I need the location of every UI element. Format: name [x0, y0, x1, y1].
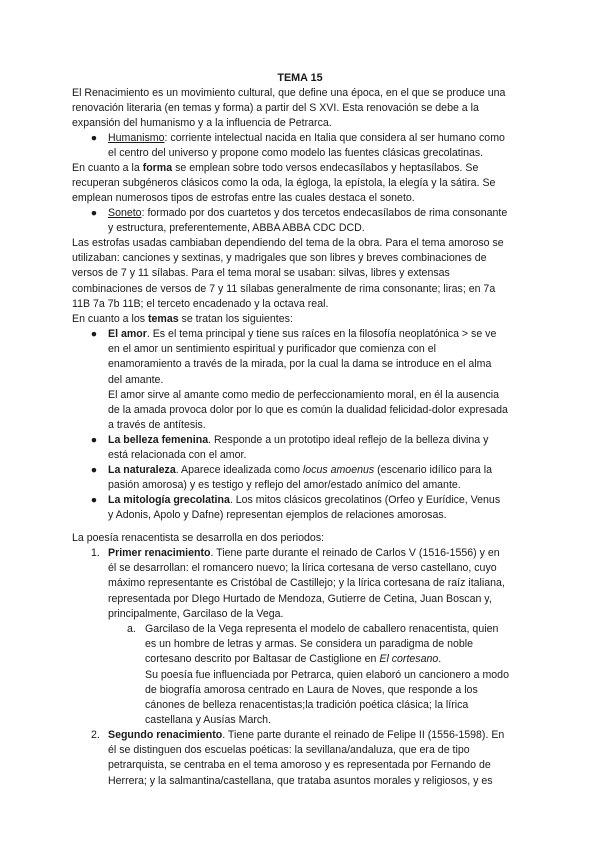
belleza-term: La belleza femenina	[108, 434, 209, 446]
amor-term: El amor	[108, 328, 147, 340]
bullet-icon: ●	[90, 207, 98, 219]
amor-item: El amor. Es el tema principal y tiene sus raíces en la filosofía neoplatónica > se ve en el amor un sentimiento espiritual y purificador que comienza con el enamoramiento a través de la mirada, por la cual la dama se introduce en el alma del amante. El amor sirve al amante como medio de perfeccionamiento moral, en él la ausencia de la amada provoca dolor por lo que es común la dualidad felicidad-dolor expresada a través de antítesis.	[108, 328, 508, 432]
temas-intro: En cuanto a los temas se tratan los siguientes:	[72, 313, 293, 325]
bullet-icon: ●	[90, 132, 98, 144]
soneto-term: Soneto	[108, 207, 142, 219]
garcilaso-item: Garcilaso de la Vega representa el modelo de caballero renacentista, quien es un hombre de letras y armas. Se considera un paradigma de noble cortesano descrito por Baltasar de Castiglione en El cortesano. Su poesía fue influenciada por Petrarca, quien elaboró un cancionero a modo de biografía amorosa centrado en Laura de Noves, que responde a los cánones de belleza renacentistas;la tradición poética clásica; la lírica castellana y Ausías March.	[145, 623, 509, 727]
segundo-term: Segundo renacimiento	[108, 729, 223, 741]
forma-term: forma	[142, 162, 173, 174]
bullet-icon: ●	[90, 494, 98, 506]
naturaleza-item: La naturaleza. Aparece idealizada como locus amoenus (escenario idílico para la pasión amorosa) y es testigo y reflejo del amor/estado anímico del amante.	[108, 464, 492, 492]
humanismo-item: Humanismo: corriente intelectual nacida en Italia que considera al ser humano como el centro del universo y propone como modelo las fuentes clásicas grecolatinas.	[108, 132, 505, 160]
bullet-icon: ●	[90, 328, 98, 340]
humanismo-term: Humanismo	[108, 132, 165, 144]
forma-paragraph: En cuanto a la forma se emplean sobre todo versos endecasílabos y heptasílabos. Se recuperan subgéneros clásicos como la oda, la égloga, la epístola, la elegía y la sátira. Se emplean numerosos tipos de estrofas entre las cuales destaca el soneto.	[72, 162, 496, 205]
naturaleza-term: La naturaleza	[108, 464, 176, 476]
bullet-icon: ●	[90, 434, 98, 446]
primer-renacimiento-item: Primer renacimiento. Tiene parte durante el reinado de Carlos V (1516-1556) y en él se desarrollan: el romancero nuevo; la lírica cortesana de verso castellano, cuyo máximo representante es Cristóbal de Castillejo; y la lírica cortesana de raíz italiana, representada por DIego Hurtado de Mendoza, Gutierre de Cetina, Juan Boscan y, principalmente, Garcilaso de la Vega.	[108, 547, 505, 620]
list-number: 2.	[91, 729, 100, 741]
mitologia-item: La mitología grecolatina. Los mitos clásicos grecolatinos (Orfeo y Eurídice, Venus y Adonis, Apolo y Dafne) representan ejemplos de relaciones amorosas.	[108, 494, 501, 522]
temas-term: temas	[147, 313, 179, 325]
segundo-renacimiento-item: Segundo renacimiento. Tiene parte durante el reinado de Felipe II (1556-1598). En él se distinguen dos escuelas poéticas: la sevillana/andaluza, que era de tipo petrarquista, se centraba en el tema amoroso y es representada por Fernando de Herrera; y la salmantina/castellana, que trataba asuntos morales y religiosos, y es	[108, 729, 505, 787]
soneto-item: Soneto: formado por dos cuartetos y dos tercetos endecasílabos de rima consonante y estructura, preferentemente, ABBA ABBA CDC DCD.	[108, 207, 508, 235]
bullet-icon: ●	[90, 464, 98, 476]
page-title: TEMA 15	[277, 72, 323, 84]
estrofas-paragraph: Las estrofas usadas cambiaban dependiendo del tema de la obra. Para el tema amoroso se utilizaban: canciones y sextinas, y madrigales que son libres y breves combinaciones de versos de 7 y 11 sílabas. Para el tema moral se usaban: silvas, libres y extensas combinaciones de versos de 7 y 11 sílabas generalmente de rima consonante; liras; en 7a 11B 7a 7b 11B; el terceto encadenado y la octava real.	[72, 237, 504, 310]
list-letter: a.	[127, 623, 136, 635]
list-number: 1.	[91, 547, 100, 559]
intro-paragraph: El Renacimiento es un movimiento cultural, que define una época, en el que se produce una renovación literaria (en temas y forma) a partir del S XVI. Esta renovación se debe a la expansión del humanismo y a la influencia de Petrarca.	[72, 87, 506, 130]
primer-term: Primer renacimiento	[108, 547, 211, 559]
belleza-item: La belleza femenina. Responde a un prototipo ideal reflejo de la belleza divina y está relacionada con el amor.	[108, 434, 489, 462]
periodos-intro: La poesía renacentista se desarrolla en dos periodos:	[72, 532, 325, 544]
mitologia-term: La mitología grecolatina	[108, 494, 230, 506]
